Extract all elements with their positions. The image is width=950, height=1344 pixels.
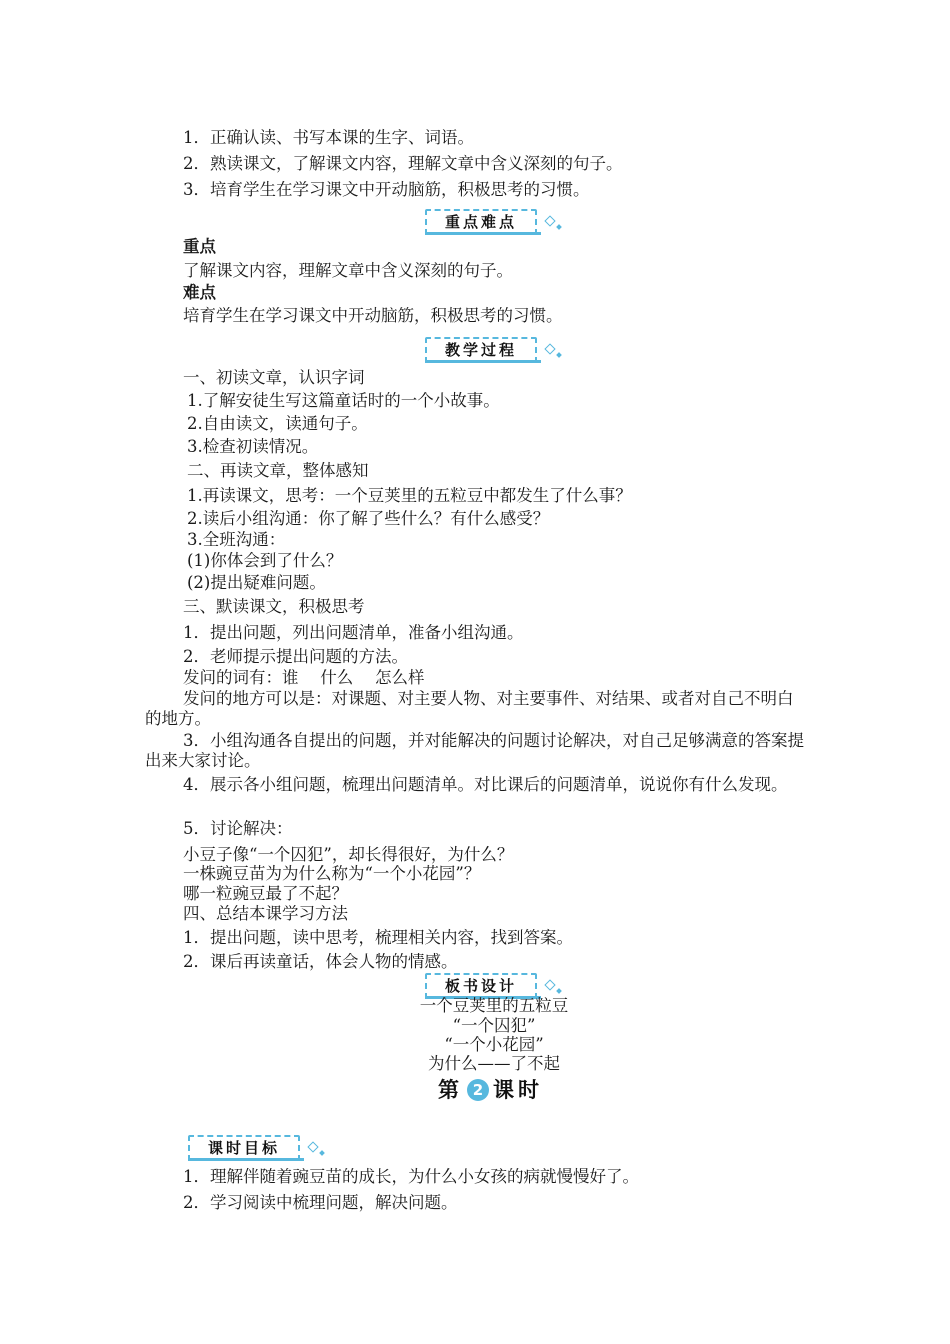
list-item: 1.了解安徒生写这篇童话时的一个小故事。 — [187, 391, 500, 410]
list-item: 2．老师提示提出问题的方法。 — [183, 647, 408, 666]
objective-item: 3．培育学生在学习课文中开动脑筋，积极思考的习惯。 — [183, 180, 590, 199]
discussion-question: 小豆子像“一个囚犯”，却长得很好，为什么？ — [183, 845, 514, 864]
board-badge-label: 板书设计 — [425, 973, 537, 999]
key-text: 了解课文内容，理解文章中含义深刻的句子。 — [183, 261, 513, 280]
diamond-icon — [544, 343, 555, 354]
objective-item: 1．正确认读、书写本课的生字、词语。 — [183, 128, 474, 147]
list-item: (1)你体会到了什么？ — [187, 551, 343, 570]
difficult-text: 培育学生在学习课文中开动脑筋，积极思考的习惯。 — [183, 306, 563, 325]
key-points-badge — [425, 209, 565, 235]
list-item: 2．课后再读童话，体会人物的情感。 — [183, 952, 458, 971]
process-badge-label: 教学过程 — [425, 337, 537, 363]
list-item: 3．小组沟通各自提出的问题，并对能解决的问题讨论解决，对自己足够满意的答案提出来大家讨论。 — [145, 731, 804, 770]
list-item: 2.读后小组沟通：你了解了些什么？有什么感受？ — [187, 509, 550, 528]
key-label: 重点 — [183, 237, 216, 256]
difficult-label: 难点 — [183, 283, 216, 302]
process-badge — [425, 337, 565, 363]
section-title: 三、默读课文，积极思考 — [183, 597, 365, 616]
objectives-badge — [188, 1135, 328, 1161]
lesson-heading — [438, 1074, 543, 1104]
list-item: 3.检查初读情况。 — [187, 437, 319, 456]
diamond-icon — [544, 215, 555, 226]
list-item: 2.自由读文，读通句子。 — [187, 414, 368, 433]
board-line: “一个小花园” — [444, 1035, 544, 1054]
objective-item: 2．学习阅读中梳理问题，解决问题。 — [183, 1193, 458, 1212]
list-item: 1．提出问题，列出问题清单，准备小组沟通。 — [183, 623, 524, 642]
key-points-badge-label: 重点难点 — [425, 209, 537, 235]
list-item: (2)提出疑难问题。 — [187, 573, 326, 592]
diamond-small-icon — [556, 224, 562, 230]
discussion-question: 一株豌豆苗为为什么称为“一个小花园”？ — [183, 864, 481, 883]
list-item: 5．讨论解决： — [183, 819, 293, 838]
discussion-question: 哪一粒豌豆最了不起？ — [183, 884, 348, 903]
board-line: 为什么——了不起 — [428, 1054, 560, 1073]
section-title: 二、再读文章，整体感知 — [187, 461, 369, 480]
list-item: 1．提出问题，读中思考，梳理相关内容，找到答案。 — [183, 928, 573, 947]
lesson-prefix: 第 — [438, 1078, 463, 1102]
diamond-icon — [544, 979, 555, 990]
objective-item: 1．理解伴随着豌豆苗的成长，为什么小女孩的病就慢慢好了。 — [183, 1167, 639, 1186]
question-words: 发问的词有：谁 什么 怎么样 — [183, 668, 425, 687]
list-item: 4．展示各小组问题，梳理出问题清单。对比课后的问题清单，说说你有什么发现。 — [183, 775, 788, 794]
diamond-icon — [307, 1141, 318, 1152]
diamond-small-icon — [556, 352, 562, 358]
objective-item: 2．熟读课文，了解课文内容，理解文章中含义深刻的句子。 — [183, 154, 623, 173]
lesson-suffix: 课时 — [493, 1078, 543, 1102]
lesson-number-badge: 2 — [467, 1079, 489, 1101]
list-item: 3.全班沟通： — [187, 530, 286, 549]
question-places: 发问的地方可以是：对课题、对主要人物、对主要事件、对结果、或者对自己不明白的地方。 — [145, 689, 794, 728]
board-line: “一个囚犯” — [452, 1016, 536, 1035]
diamond-small-icon — [556, 988, 562, 994]
list-item: 1.再读课文，思考：一个豆荚里的五粒豆中都发生了什么事？ — [187, 486, 632, 505]
section-title: 一、初读文章，认识字词 — [183, 368, 365, 387]
board-line: 一个豆荚里的五粒豆 — [419, 996, 569, 1015]
diamond-small-icon — [319, 1150, 325, 1156]
objectives-badge-label: 课时目标 — [188, 1135, 300, 1161]
section-title: 四、总结本课学习方法 — [183, 904, 348, 923]
